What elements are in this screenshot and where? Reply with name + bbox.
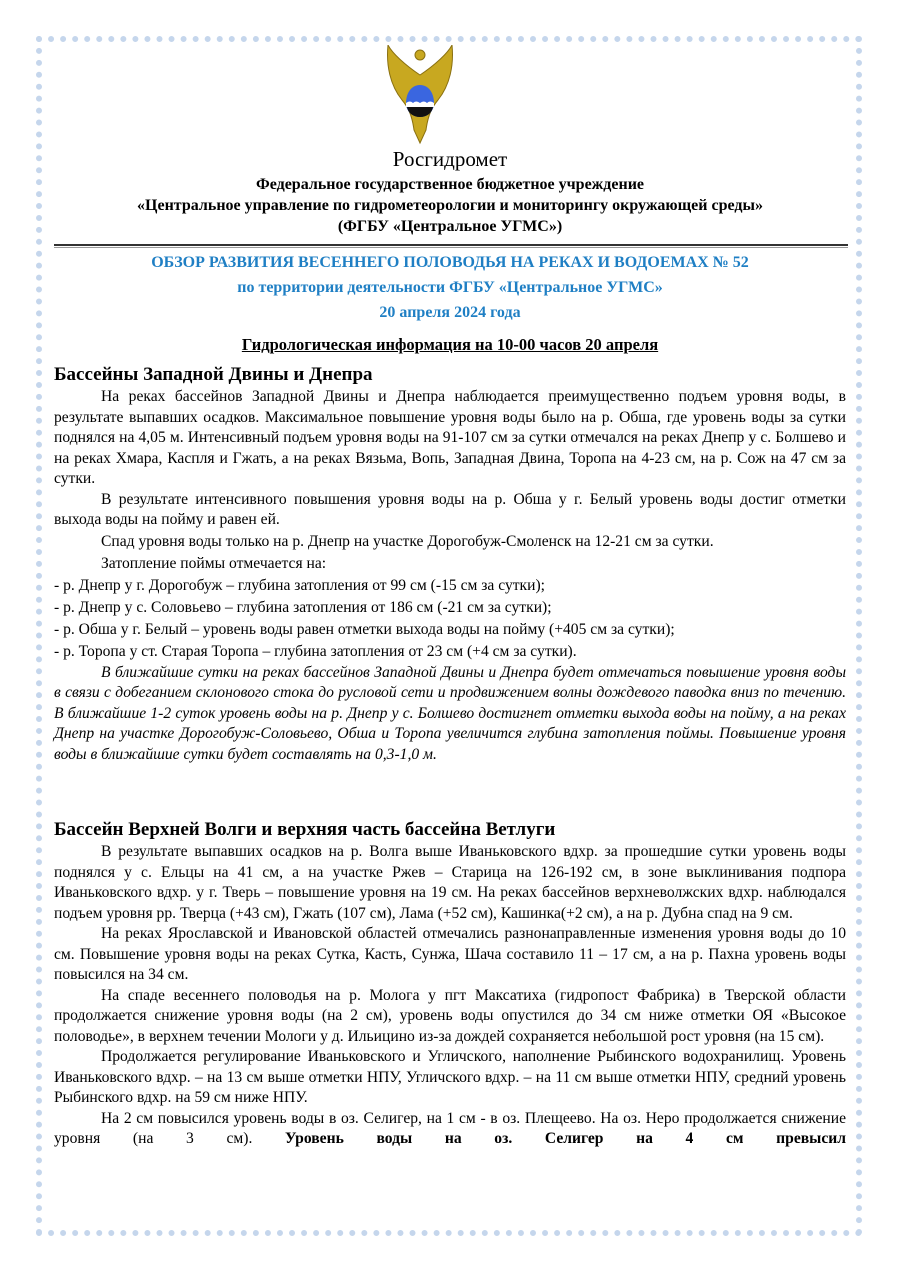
paragraph: На 2 см повысился уровень воды в оз. Селигер, на 1 см - в оз. Плещеево. На оз. Неро продолжается снижение уровня (на 3 см). Уровень воды на оз. Селигер на 4 см превысил bbox=[54, 1109, 846, 1147]
list-item: - р. Днепр у с. Соловьево – глубина затопления от 186 см (-21 см за сутки); bbox=[54, 598, 552, 616]
paragraph: Спад уровня воды только на р. Днепр на участке Дорогобуж-Смоленск на 12-21 см за сутки. bbox=[101, 532, 714, 550]
header-divider bbox=[54, 244, 848, 246]
forecast-paragraph: В ближайшие сутки на реках бассейнов Западной Двины и Днепра будет отмечаться повышение уровня воды в связи с добеганием склонового стока до русловой сети и продвижением волны дождевого паводка вниз по течению. В ближайшие 1-2 суток уровень воды на р. Днепр у с. Болшево достигнет отметки выхода воды на пойму, а на реках Днепр на участке Дорогобуж-Соловьево, Обша и Торопа увеличится глубина затопления поймы. Повышение уровня воды в ближайшие сутки будет составлять на 0,3-1,0 м. bbox=[54, 663, 846, 763]
paragraph: В результате интенсивного повышения уровня воды на р. Обша у г. Белый уровень воды достиг отметки выхода воды на пойму и равен ей. bbox=[54, 490, 846, 528]
org-short-name: Росгидромет bbox=[392, 147, 508, 171]
report-title: ОБЗОР РАЗВИТИЯ ВЕСЕННЕГО ПОЛОВОДЬЯ НА РЕКАХ И ВОДОЕМАХ № 52 по территории деятельности ФГБУ «Центральное УГМС» 20 апреля 2024 года bbox=[151, 254, 749, 321]
paragraph: Продолжается регулирование Иваньковского и Угличского, наполнение Рыбинского водохранилищ. Уровень Иваньковского вдхр. – на 13 см выше отметки НПУ, Угличского вдхр. – на 11 см выше отметки НПУ, средний уровень Рыбинского вдхр. на 59 см ниже НПУ. bbox=[54, 1048, 846, 1106]
list-item: - р. Торопа у ст. Старая Торопа – глубина затопления от 23 см (+4 см за сутки). bbox=[54, 642, 577, 660]
paragraph: На реках бассейнов Западной Двины и Днепра наблюдается преимущественно подъем уровня воды, в результате выпавших осадков. Максимальное повышение уровня воды было на р. Обша, где уровень воды за сутки поднялся на 4,05 м. Интенсивный подъем уровня воды на 91-107 см за сутки отмечался на реках Днепр у с. Болшево и на реках Хмара, Каспля и Гжать, а на реках Вязьма, Вопь, Западная Двина, Торопа на 4-23 см, на р. Сож на 47 см за сутки. bbox=[54, 388, 846, 487]
section-title: Бассейн Верхней Волги и верхняя часть бассейна Ветлуги bbox=[54, 819, 556, 840]
paragraph: На спаде весеннего половодья на р. Молога у пгт Максатиха (гидропост Фабрика) в Тверской области продолжается снижение уровня воды (на 2 см), уровень воды опустился до 34 см ниже отметки ОЯ «Высокое половодье», в верхнем течении Мологи у д. Ильицино из-за дождей сохраняется небольшой рост уровня (на 15 см). bbox=[54, 986, 846, 1045]
section-title: Бассейны Западной Двины и Днепра bbox=[54, 364, 373, 385]
hydro-info-heading: Гидрологическая информация на 10-00 часов 20 апреля bbox=[241, 335, 659, 354]
list-item: - р. Днепр у г. Дорогобуж – глубина затопления от 99 см (-15 см за сутки); bbox=[54, 576, 546, 594]
rosgidromet-emblem-icon bbox=[380, 45, 460, 145]
header-divider-thin bbox=[54, 247, 848, 248]
highlight-text: Уровень воды на оз. Селигер на 4 см превысил bbox=[285, 1130, 846, 1147]
section-dvina-dnepr bbox=[54, 363, 846, 765]
org-full-name: Федеральное государственное бюджетное учреждение «Центральное управление по гидрометеорологии и мониторингу окружающей среды» (ФГБУ «Центральное УГМС») bbox=[137, 176, 763, 235]
paragraph: В результате выпавших осадков на р. Волга выше Иваньковского вдхр. за прошедшие сутки уровень воды поднялся у с. Ельцы на 41 см, а на участке Ржев – Старица на 126-192 см, в зоне выклинивания подпора Иваньковского вдхр. у г. Тверь – повышение уровня на 19 см. На реках бассейнов верхневолжских вдхр. наблюдался подъем уровня рр. Тверца (+43 см), Гжать (107 см), Лама (+52 см), Кашинка(+2 см), а на р. Дубна спад на 9 см. bbox=[54, 843, 846, 922]
paragraph: На реках Ярославской и Ивановской областей отмечались разнонаправленные изменения уровня воды до 10 см. Повышение уровня воды на реках Сутка, Касть, Сунжа, Шача составило 11 – 17 см, а на р. Пахна уровень воды повысился на 34 см. bbox=[54, 925, 846, 983]
paragraph: Затопление поймы отмечается на: bbox=[101, 554, 327, 572]
list-item: - р. Обша у г. Белый – уровень воды равен отметки выхода воды на пойму (+405 см за сутки); bbox=[54, 620, 675, 638]
section-upper-volga bbox=[54, 818, 846, 1150]
